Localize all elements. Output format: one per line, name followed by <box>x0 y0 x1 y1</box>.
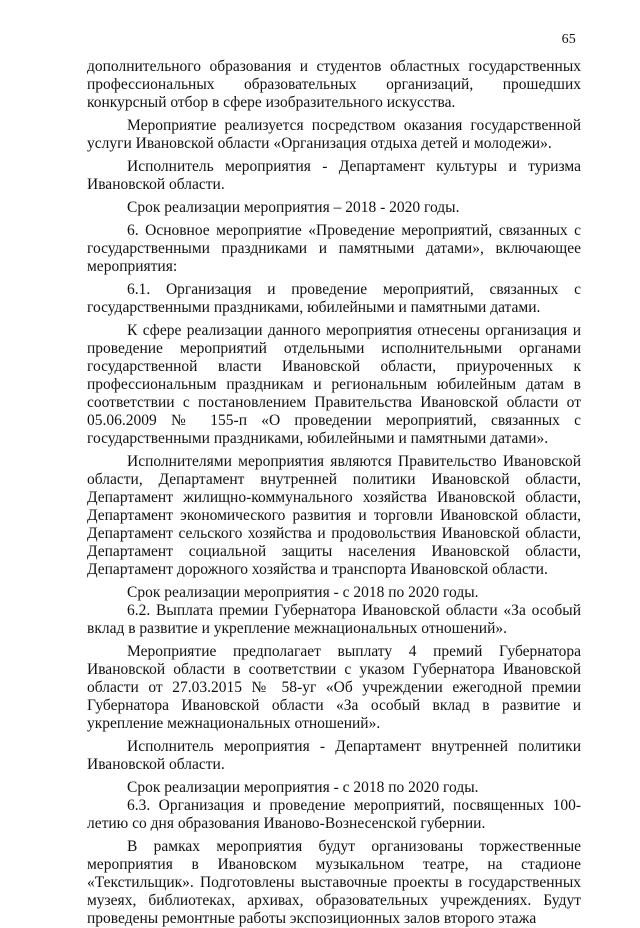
paragraph-term-1: Срок реализации мероприятия – 2018 - 2020 годы. <box>127 199 460 216</box>
paragraph-executor-internal-policy: Исполнитель мероприятия - Департамент внутренней политики Ивановской области. <box>87 738 581 773</box>
paragraph-main-activity-6: 6. Основное мероприятие «Проведение мероприятий, связанных с государственными праздниками и памятными датами», включающее мероприятия: <box>87 222 581 275</box>
paragraph-premium: Мероприятие предполагает выплату 4 премий Губернатора Ивановской области в соответствии с указом Губернатора Ивановской области от 27.03.2015 № 58-уг «Об учреждении ежегодной премии Губернатора Ивановской области «За особый вклад в развитие и укрепление межнациональных отношений». <box>87 643 581 732</box>
paragraph-anniversary-events: В рамках мероприятия будут организованы торжественные мероприятия в Ивановском музыкальном театре, на стадионе «Текстильщик». Подготовлены выставочные проекты в государственных музеях, библиотеках, архивах, образовательных учреждениях. Будут проведены ремонтные работы экспозиционных залов второго этажа <box>87 838 581 927</box>
paragraph-executor-culture: Исполнитель мероприятия - Департамент культуры и туризма Ивановской области. <box>87 158 581 193</box>
paragraph-activity-6-3: 6.3. Организация и проведение мероприятий, посвященных 100-летию со дня образования Иваново-Вознесенской губернии. <box>87 797 581 832</box>
page-number: 65 <box>561 32 576 47</box>
paragraph-term-3: Срок реализации мероприятия - с 2018 по 2020 годы. <box>127 779 479 796</box>
paragraph-activity-6-1: 6.1. Организация и проведение мероприятий, связанных с государственными праздниками, юбилейными и памятными датами. <box>87 281 581 316</box>
paragraph-scope: К сфере реализации данного мероприятия отнесены организация и проведение мероприятий отдельными исполнительными органами государственной власти Ивановской области, приуроченных к профессиональным праздникам и региональным юбилейным датам в соответствии с постановлением Правительства Ивановской области от 05.06.2009 № 155-п «О проведении мероприятий, связанных с государственными праздниками, юбилейными и памятными датами». <box>87 322 581 447</box>
document-body <box>87 58 581 928</box>
paragraph-executors-list: Исполнителями мероприятия являются Правительство Ивановской области, Департамент внутренней политики Ивановской области, Департамент жилищно-коммунального хозяйства Ивановской области, Департамент экономического развития и торговли Ивановской области, Департамент сельского хозяйства и продовольствия Ивановской области, Департамент социальной защиты населения Ивановской области, Департамент дорожного хозяйства и транспорта Ивановской области. <box>87 453 581 578</box>
paragraph-service: Мероприятие реализуется посредством оказания государственной услуги Ивановской области «Организация отдыха детей и молодежи». <box>87 117 581 152</box>
paragraph-term-2: Срок реализации мероприятия - с 2018 по 2020 годы. <box>127 584 479 601</box>
paragraph-activity-6-2: 6.2. Выплата премии Губернатора Ивановской области «За особый вклад в развитие и укрепление межнациональных отношений». <box>87 602 581 637</box>
paragraph-continuation: дополнительного образования и студентов областных государственных профессиональных образовательных организаций, прошедших конкурсный отбор в сфере изобразительного искусства. <box>87 58 581 111</box>
